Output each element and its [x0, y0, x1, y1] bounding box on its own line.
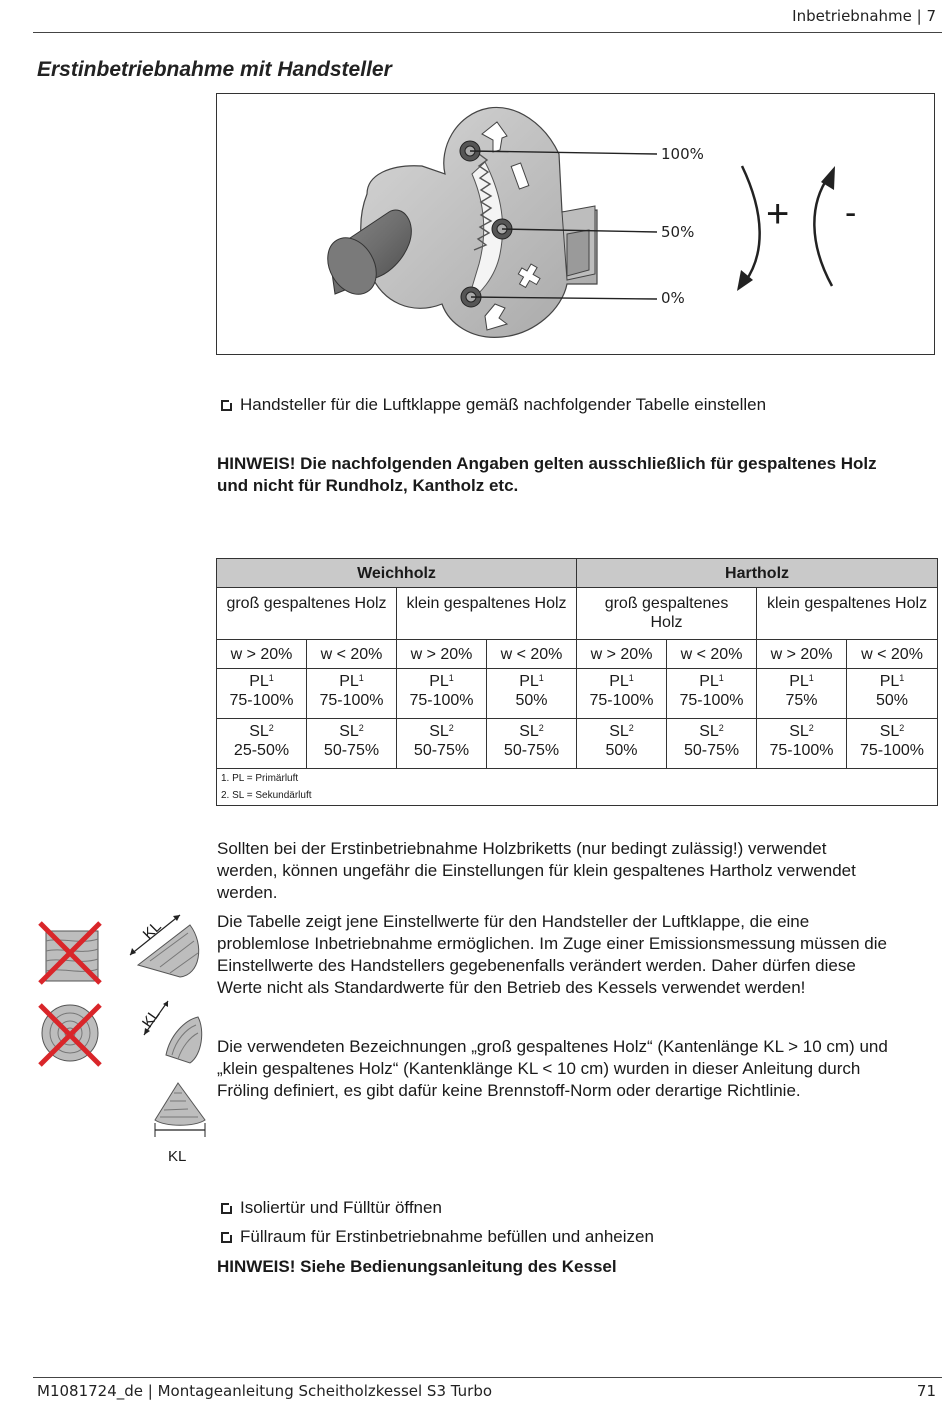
- kl-label-2: KL: [138, 1006, 164, 1031]
- footnotes: [217, 769, 938, 806]
- paragraph-table-info: Die Tabelle zeigt jene Einstellwerte für den Handsteller der Luftklappe, die eine problemlose Inbetriebnahme ermöglichen. Im Zuge einer Emissionsmessung müssen die Einstellwerte des Handstellers gegebenenfalls verändert werden. Daher dürfen diese Werte nicht als Standardwerte für den Betrieb des Kessels verwendet werden!: [217, 912, 887, 997]
- table-pl-row: [217, 669, 938, 719]
- sl-cell: $SL^2$ 50-75%: [487, 719, 577, 769]
- paragraph-definitions: Die verwendeten Bezeichnungen „groß gespaltenes Holz“ (Kantenlänge KL > 10 cm) und „klein gespaltenes Holz“ (Kantenklänge KL < 10 cm) wurden in dieser Anleitung durch Fröling definiert, es gibt dafür keine Brennstoff-Norm oder derartige Richtlinie.: [217, 1037, 888, 1100]
- minus-direction-arrow: [814, 176, 832, 286]
- section-title: Erstinbetriebnahme mit Handsteller: [37, 58, 392, 81]
- split-wood-large-icon: [130, 915, 199, 977]
- table-footnote-row: [217, 769, 938, 806]
- pl-cell: $PL^1$ 75%: [757, 669, 847, 719]
- step-checkbox-icon: [221, 400, 232, 411]
- moisture-cell: w < 20%: [667, 640, 757, 669]
- kl-label-1: KL: [139, 917, 165, 944]
- air-damper-illustration: [217, 94, 936, 356]
- wood-type-icons: [30, 905, 215, 1175]
- pl-cell: $PL^1$ 50%: [847, 669, 938, 719]
- note-line: HINWEIS! Die nachfolgenden Angaben gelten ausschließlich für gespaltenes Holz: [217, 454, 877, 473]
- group-softwood: Weichholz: [217, 559, 577, 588]
- sl-cell: $SL^2$ 50-75%: [307, 719, 397, 769]
- step-fill-and-heat: [221, 1227, 654, 1247]
- settings-table: [216, 558, 938, 806]
- plus-direction-arrow: [742, 166, 760, 282]
- note-operating-manual: HINWEIS! Siehe Bedienungsanleitung des Kessel: [217, 1257, 617, 1276]
- step-adjust-handsteller: [221, 395, 766, 415]
- footer-document-id: M1081724_de | Montageanleitung Scheitholzkessel S3 Turbo: [37, 1382, 493, 1400]
- step-text: Isoliertür und Fülltür öffnen: [240, 1198, 442, 1217]
- label-100: 100%: [661, 145, 704, 163]
- size-cell: klein gespaltenes Holz: [757, 588, 938, 640]
- footer-rule: [33, 1377, 942, 1378]
- size-cell: klein gespaltenes Holz: [397, 588, 577, 640]
- label-0: 0%: [661, 289, 685, 307]
- table-sl-row: [217, 719, 938, 769]
- table-size-row: [217, 588, 938, 640]
- label-50: 50%: [661, 223, 695, 241]
- sl-cell: $SL^2$ 75-100%: [757, 719, 847, 769]
- table-group-row: [217, 559, 938, 588]
- moisture-cell: w > 20%: [757, 640, 847, 669]
- pl-cell: $PL^1$ 75-100%: [307, 669, 397, 719]
- sl-cell: $SL^2$ 50%: [577, 719, 667, 769]
- page-number: 71: [916, 1382, 936, 1400]
- pl-cell: $PL^1$ 75-100%: [217, 669, 307, 719]
- sl-cell: $SL^2$ 50-75%: [667, 719, 757, 769]
- moisture-cell: w > 20%: [577, 640, 667, 669]
- note-split-wood: [217, 453, 937, 497]
- step-open-doors: [221, 1198, 442, 1218]
- step-checkbox-icon: [221, 1203, 232, 1214]
- group-hardwood: Hartholz: [577, 559, 938, 588]
- moisture-cell: w < 20%: [847, 640, 938, 669]
- sl-cell: $SL^2$ 50-75%: [397, 719, 487, 769]
- round-log-crossed-icon: [40, 1005, 100, 1065]
- pl-cell: $PL^1$ 50%: [487, 669, 577, 719]
- plus-label: +: [766, 192, 790, 236]
- size-cell: groß gespaltenes Holz: [217, 588, 397, 640]
- kl-label-3: KL: [168, 1148, 187, 1165]
- air-damper-figure: [216, 93, 935, 355]
- square-timber-crossed-icon: [40, 923, 100, 983]
- moisture-cell: w > 20%: [397, 640, 487, 669]
- step-text: Füllraum für Erstinbetriebnahme befüllen und anheizen: [240, 1227, 654, 1246]
- moisture-cell: w > 20%: [217, 640, 307, 669]
- header-title: Inbetriebnahme | 7: [792, 7, 936, 25]
- pl-cell: $PL^1$ 75-100%: [577, 669, 667, 719]
- sl-cell: $SL^2$ 75-100%: [847, 719, 938, 769]
- moisture-cell: w < 20%: [487, 640, 577, 669]
- split-wood-small-icon: [155, 1083, 205, 1137]
- moisture-cell: w < 20%: [307, 640, 397, 669]
- paragraph-briquettes: Sollten bei der Erstinbetriebnahme Holzbriketts (nur bedingt zulässig!) verwendet werden, können ungefähr die Einstellungen für klein gespaltenes Hartholz verwendet werden.: [217, 839, 856, 902]
- footnote: 2. SL = Sekundärluft: [221, 790, 312, 801]
- size-cell: groß gespaltenes Holz: [577, 588, 757, 640]
- note-line: und nicht für Rundholz, Kantholz etc.: [217, 476, 519, 495]
- table-moisture-row: [217, 640, 938, 669]
- header-rule: [33, 32, 942, 33]
- footnote: 1. PL = Primärluft: [221, 773, 299, 784]
- pl-cell: $PL^1$ 75-100%: [667, 669, 757, 719]
- sl-cell: $SL^2$ 25-50%: [217, 719, 307, 769]
- step-checkbox-icon: [221, 1232, 232, 1243]
- minus-label: -: [845, 194, 857, 232]
- step-text: Handsteller für die Luftklappe gemäß nachfolgender Tabelle einstellen: [240, 395, 767, 414]
- pl-cell: $PL^1$ 75-100%: [397, 669, 487, 719]
